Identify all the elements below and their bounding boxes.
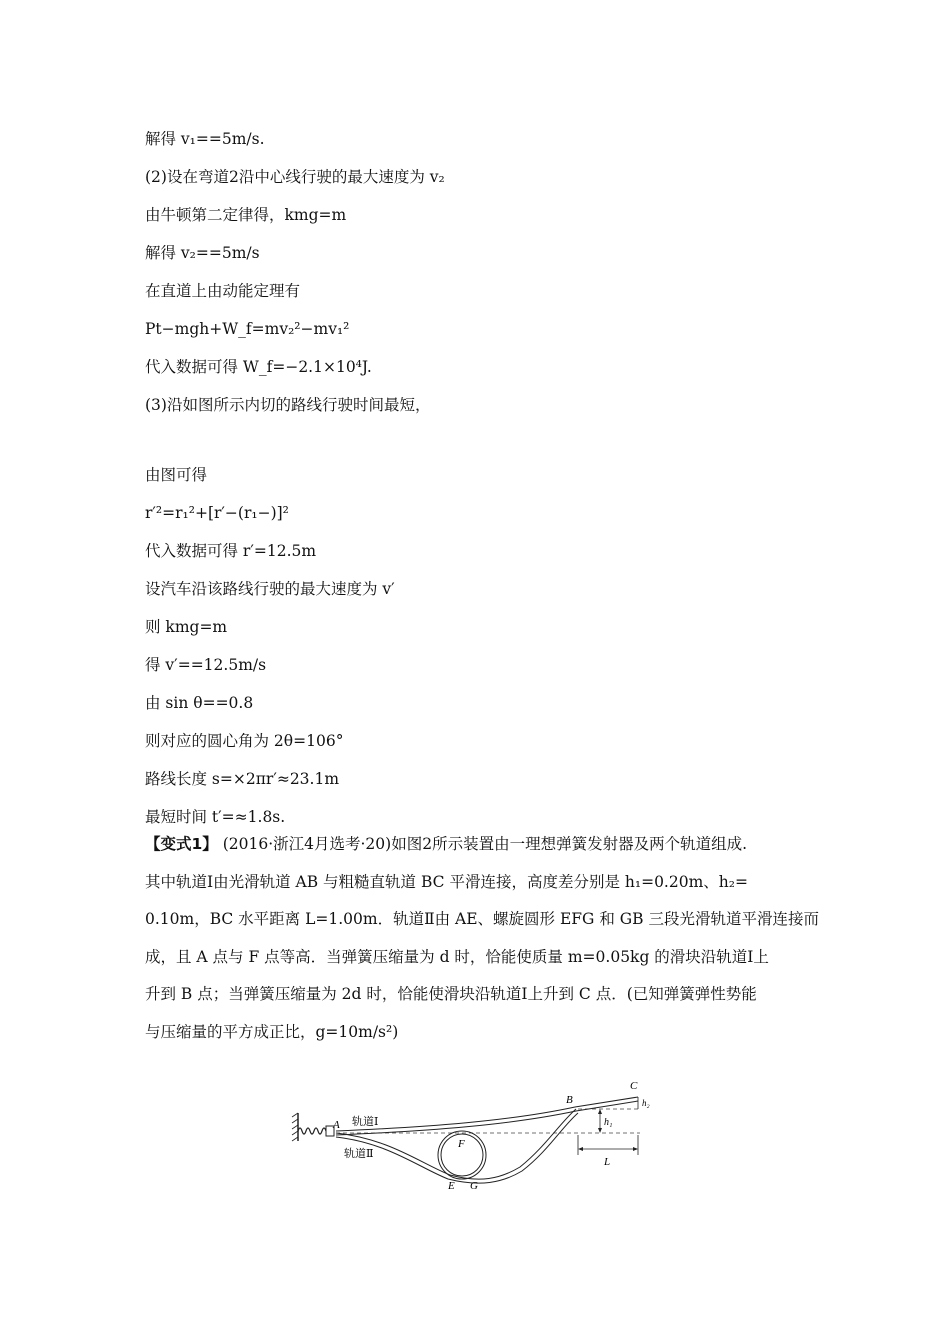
problem-tag: 【变式1】: [145, 835, 218, 853]
label-G: G: [470, 1180, 478, 1192]
solution-line-7: 代入数据可得 W_f=−2.1×10⁴J.: [145, 358, 372, 376]
problem-line-1: [145, 826, 810, 864]
problem-line-2: 其中轨道Ⅰ由光滑轨道 AB 与粗糙直轨道 BC 平滑连接，高度差分别是 h₁=0.20m、h₂=: [145, 872, 748, 891]
label-L: L: [604, 1156, 611, 1168]
problem-line-5: 升到 B 点；当弹簧压缩量为 2d 时，恰能使滑块沿轨道Ⅰ上升到 C 点．(已知弹簧弹性势能: [145, 985, 757, 1003]
problem-line-1-text: (2016·浙江4月选考·20)如图2所示装置由一理想弹簧发射器及两个轨道组成.: [217, 835, 747, 853]
solution-line-6: Pt−mgh+W_f=mv₂²−mv₁²: [145, 320, 350, 338]
solution-line-1: 解得 v₁==5m/s.: [145, 130, 265, 148]
solution-line-12: 设汽车沿该路线行驶的最大速度为 v′: [145, 580, 395, 598]
spring: [298, 1128, 326, 1134]
track-diagram: [290, 1075, 670, 1195]
track-1: [336, 1097, 638, 1131]
label-B: B: [566, 1094, 573, 1106]
solution-line-18: 最短时间 t′=≈1.8s.: [145, 808, 286, 826]
solution-line-11: 代入数据可得 r′=12.5m: [145, 542, 317, 560]
L-arrowhead-right: [633, 1147, 638, 1151]
solution-line-14: 得 v′==12.5m/s: [145, 656, 267, 674]
label-A: A: [333, 1119, 340, 1131]
solution-line-3: 由牛顿第二定律得，kmg=m: [145, 206, 347, 224]
problem-line-6: 与压缩量的平方成正比，g=10m/s²): [145, 1022, 399, 1041]
solution-line-17: 路线长度 s=×2πr′≈23.1m: [145, 770, 340, 788]
problem-paragraph: [145, 826, 819, 1051]
solution-line-9: 由图可得: [145, 466, 208, 484]
label-h1: h₁: [604, 1117, 613, 1128]
h1-arrowhead-top: [598, 1109, 602, 1114]
solution-line-2: (2)设在弯道2沿中心线行驶的最大速度为 v₂: [145, 168, 445, 186]
label-track-1: 轨道Ⅰ: [352, 1116, 379, 1128]
label-E: E: [448, 1180, 455, 1192]
solution-line-5: 在直道上由动能定理有: [145, 282, 301, 300]
label-h2: h₂: [642, 1098, 650, 1108]
solution-line-15: 由 sin θ==0.8: [145, 694, 254, 712]
track-1-inner: [336, 1101, 638, 1135]
L-arrowhead-left: [578, 1147, 583, 1151]
label-C: C: [630, 1080, 638, 1092]
solution-line-4: 解得 v₂==5m/s: [145, 244, 260, 262]
h1-arrowhead-bottom: [598, 1128, 602, 1133]
label-track-2: 轨道Ⅱ: [344, 1148, 374, 1160]
solution-line-10: r′²=r₁²+[r′−(r₁−)]²: [145, 504, 289, 522]
problem-line-4: 成，且 A 点与 F 点等高．当弹簧压缩量为 d 时，恰能使质量 m=0.05kg 的滑块沿轨道Ⅰ上: [145, 947, 769, 966]
label-F: F: [458, 1138, 465, 1150]
solution-line-13: 则 kmg=m: [145, 618, 228, 636]
solution-line-8: (3)沿如图所示内切的路线行驶时间最短，: [145, 396, 431, 414]
solution-line-16: 则对应的圆心角为 2θ=106°: [145, 732, 344, 750]
problem-line-3: 0.10m，BC 水平距离 L=1.00m．轨道Ⅱ由 AE、螺旋圆形 EFG 和 GB 三段光滑轨道平滑连接而: [145, 910, 819, 928]
wall-hatching: [292, 1113, 298, 1141]
